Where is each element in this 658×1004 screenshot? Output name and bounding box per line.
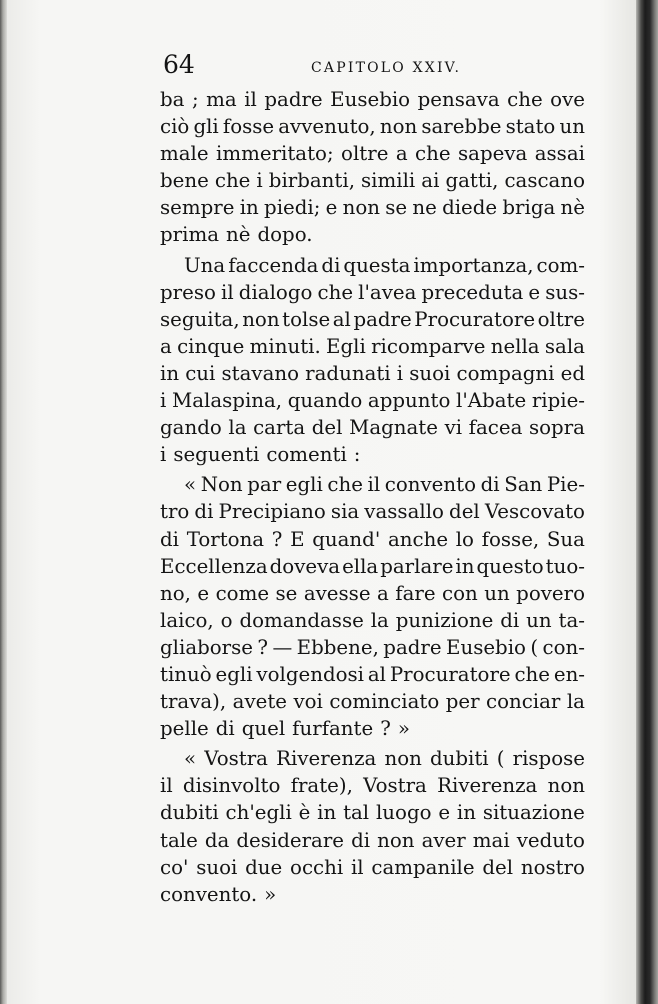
- text-line: male immeritato; oltre a che sapeva assai: [160, 142, 585, 166]
- text-line: trava), avete voi cominciato per conciar la: [160, 690, 585, 714]
- text-line: tale da desiderare di non aver mai veduto: [160, 828, 585, 852]
- text-line: gando la carta del Magnate vi facea sopra: [160, 416, 585, 440]
- running-header: [163, 50, 593, 84]
- paragraph: [160, 471, 585, 742]
- paragraph: [160, 745, 585, 908]
- paragraph: [160, 252, 585, 469]
- text-line: seguita, non tolse al padre Procuratore oltre: [160, 307, 585, 331]
- text-line: Eccellenza doveva ella parlare in questo tuo-: [160, 554, 585, 578]
- left-page-edge: [0, 0, 7, 1004]
- text-line: ba ; ma il padre Eusebio pensava che ove: [160, 88, 585, 111]
- text-line: bene che i birbanti, simili ai gatti, cascano: [160, 169, 585, 193]
- text-line: i Malaspina, quando appunto l'Abate ripie-: [160, 389, 585, 413]
- text-line: laico, o domandasse la punizione di un ta-: [160, 608, 585, 632]
- book-spine-shadow: [636, 0, 658, 1004]
- text-line: i seguenti comenti :: [160, 443, 361, 467]
- text-line: pelle di quel furfante ? »: [160, 717, 410, 741]
- text-line: a cinque minuti. Egli ricomparve nella sala: [160, 334, 585, 358]
- text-line: tinuò egli volgendosi al Procuratore che en-: [160, 662, 585, 686]
- text-line: « Vostra Riverenza non dubiti ( rispose: [184, 747, 585, 771]
- chapter-heading: CAPITOLO XXIV.: [311, 60, 462, 76]
- text-line: preso il dialogo che l'avea preceduta e sus-: [160, 280, 585, 304]
- text-line: ciò gli fosse avvenuto, non sarebbe stato un: [160, 115, 585, 139]
- text-line: tro di Precipiano sia vassallo del Vescovato: [160, 500, 585, 524]
- text-line: il disinvolto frate), Vostra Riverenza non: [160, 774, 585, 798]
- text-line: convento. »: [160, 882, 277, 906]
- text-line: sempre in piedi; e non se ne diede briga nè: [160, 196, 585, 220]
- text-line: gliaborse ? — Ebbene, padre Eusebio ( con-: [160, 635, 585, 659]
- text-line: in cui stavano radunati i suoi compagni ed: [160, 361, 585, 385]
- paragraph: [160, 86, 585, 249]
- text-line: Una faccenda di questa importanza, com-: [184, 253, 585, 277]
- text-line: prima nè dopo.: [160, 223, 313, 247]
- text-line: di Tortona ? E quand' anche lo fosse, Sua: [160, 527, 585, 551]
- text-line: « Non par egli che il convento di San Pie-: [184, 473, 585, 497]
- text-line: dubiti ch'egli è in tal luogo e in situazione: [160, 801, 585, 825]
- body-text: [160, 86, 585, 908]
- text-line: no, e come se avesse a fare con un povero: [160, 581, 585, 605]
- text-line: co' suoi due occhi il campanile del nostro: [160, 855, 585, 879]
- page-number: 64: [163, 50, 195, 79]
